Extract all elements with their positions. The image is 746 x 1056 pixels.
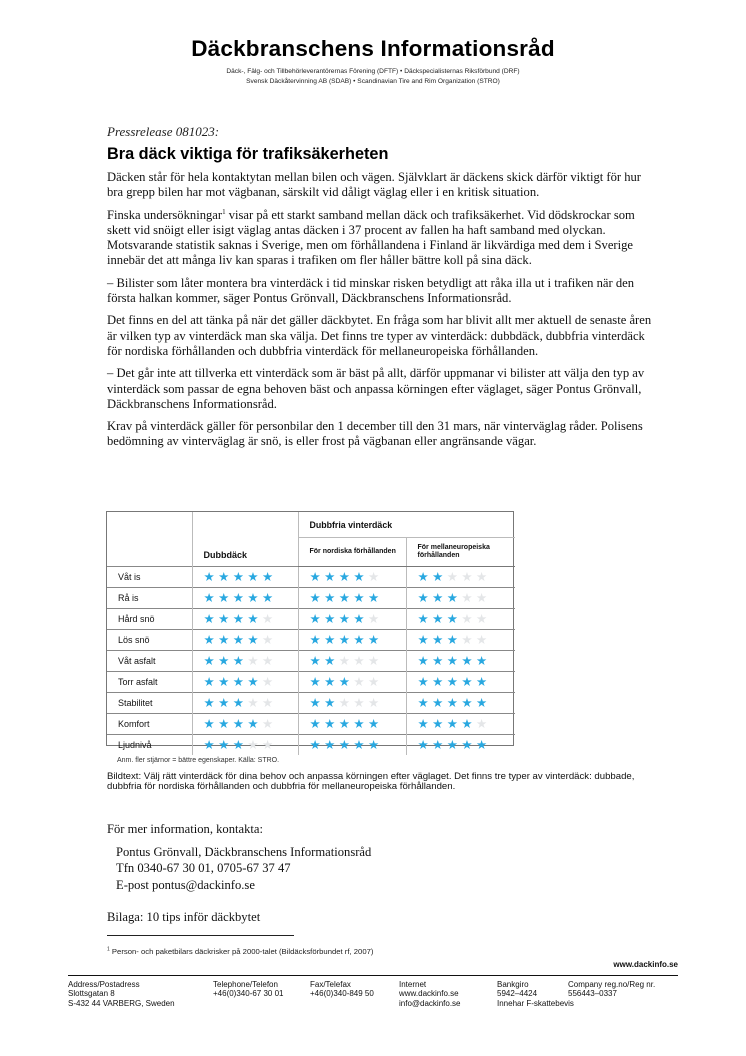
rating-cell	[406, 651, 515, 672]
star-filled-icon: ★	[475, 738, 491, 752]
star-filled-icon: ★	[461, 696, 476, 710]
star-filled-icon: ★	[232, 717, 248, 731]
contact-details	[116, 844, 371, 893]
star-filled-icon: ★	[218, 696, 233, 710]
star-filled-icon: ★	[432, 612, 447, 626]
star-filled-icon: ★	[324, 675, 339, 689]
star-filled-icon: ★	[218, 675, 233, 689]
star-rating	[204, 612, 277, 626]
star-filled-icon: ★	[367, 633, 383, 647]
rating-cell	[298, 693, 406, 714]
paragraph-1: Däcken står för hela kontaktytan mellan bilen och vägen. Självklart är däckens skick därför viktigt för hur bra grepp bilen har mot vägbanan, särskilt vid dåligt väglag eller i en kritisk situation.	[107, 170, 642, 200]
row-label: Ljudnivå	[107, 735, 192, 756]
press-release-label: Pressrelease 081023:	[107, 124, 220, 139]
star-rating	[310, 675, 383, 689]
star-filled-icon: ★	[338, 591, 354, 605]
star-filled-icon: ★	[461, 654, 476, 668]
star-filled-icon: ★	[367, 717, 383, 731]
rating-cell	[192, 735, 298, 756]
star-filled-icon: ★	[446, 591, 462, 605]
column-header-central-european: För mellaneuropeiska förhållanden	[406, 538, 515, 567]
star-filled-icon: ★	[353, 591, 368, 605]
star-filled-icon: ★	[232, 591, 248, 605]
star-empty-icon: ★	[367, 612, 383, 626]
star-empty-icon: ★	[353, 654, 368, 668]
footer-value: Slottsgatan 8	[68, 989, 115, 999]
rating-cell	[298, 588, 406, 609]
star-filled-icon: ★	[446, 717, 462, 731]
footer-label: Fax/Telefax	[310, 980, 351, 989]
star-filled-icon: ★	[218, 738, 233, 752]
star-filled-icon: ★	[432, 654, 447, 668]
star-filled-icon: ★	[309, 738, 325, 752]
star-filled-icon: ★	[218, 654, 233, 668]
star-filled-icon: ★	[309, 612, 325, 626]
star-empty-icon: ★	[261, 654, 277, 668]
star-filled-icon: ★	[338, 738, 354, 752]
rating-cell	[192, 567, 298, 588]
star-filled-icon: ★	[475, 675, 491, 689]
star-filled-icon: ★	[353, 633, 368, 647]
row-label: Våt asfalt	[107, 651, 192, 672]
star-empty-icon: ★	[367, 570, 383, 584]
rating-cell	[406, 609, 515, 630]
paragraph-6: Krav på vinterdäck gäller för personbilar den 1 december till den 31 mars, när vinterväglag råder. Polisens bedömning av vinterväglag är snö, is eller frost på vägbanan eller angränsande vägar.	[107, 419, 643, 449]
star-filled-icon: ★	[432, 570, 447, 584]
star-filled-icon: ★	[309, 633, 325, 647]
footnote-divider	[107, 935, 294, 936]
footer-value: 556443–0337	[568, 989, 617, 999]
rating-cell	[298, 714, 406, 735]
rating-cell	[298, 651, 406, 672]
paragraph-4: Det finns en del att tänka på när det gäller däckbytet. En fråga som har blivit allt mer aktuell de senaste åren är vilken typ av vinterdäck man ska välja. Det finns tre typer av vinterdäck: dubbdäck, dubbfria vinterdäck för nordiska förhållanden och dubbfria vinterdäck för mellaneuropeiska förhållanden.	[107, 313, 652, 358]
star-filled-icon: ★	[446, 675, 462, 689]
star-rating	[418, 738, 491, 752]
image-caption: Bildtext: Välj rätt vinterdäck för dina behov och anpassa körningen efter väglaget. Det finns tre typer av vinterdäck: dubbade, dubbfria för nordiska förhållanden och dubbfria för mellaneuropeiska förhållanden.	[107, 771, 635, 793]
rating-cell	[406, 672, 515, 693]
star-filled-icon: ★	[203, 612, 219, 626]
star-filled-icon: ★	[446, 738, 462, 752]
paragraph-2	[107, 208, 659, 269]
star-rating	[418, 612, 491, 626]
star-filled-icon: ★	[203, 717, 219, 731]
star-empty-icon: ★	[461, 570, 476, 584]
table-row	[107, 693, 515, 714]
star-filled-icon: ★	[203, 696, 219, 710]
star-filled-icon: ★	[417, 654, 433, 668]
star-filled-icon: ★	[338, 717, 354, 731]
table-row	[107, 567, 515, 588]
star-filled-icon: ★	[309, 570, 325, 584]
footer-label: Address/Postadress	[68, 980, 140, 989]
star-filled-icon: ★	[309, 654, 325, 668]
row-label: Hård snö	[107, 609, 192, 630]
star-filled-icon: ★	[232, 570, 248, 584]
table-note: Anm. fler stjärnor = bättre egenskaper. Källa: STRO.	[117, 757, 280, 764]
star-filled-icon: ★	[203, 570, 219, 584]
row-label: Komfort	[107, 714, 192, 735]
star-filled-icon: ★	[367, 591, 383, 605]
star-rating	[310, 738, 383, 752]
star-rating	[418, 675, 491, 689]
star-filled-icon: ★	[461, 717, 476, 731]
row-label: Våt is	[107, 567, 192, 588]
star-filled-icon: ★	[367, 738, 383, 752]
footer-value: +46(0)340-849 50	[310, 989, 374, 999]
star-filled-icon: ★	[247, 717, 262, 731]
article-headline: Bra däck viktiga för trafiksäkerheten	[107, 145, 389, 163]
footer-value: +46(0)340-67 30 01	[213, 989, 284, 999]
star-empty-icon: ★	[338, 654, 354, 668]
star-filled-icon: ★	[247, 612, 262, 626]
star-empty-icon: ★	[475, 612, 491, 626]
star-rating	[204, 591, 277, 605]
table-row	[107, 630, 515, 651]
star-filled-icon: ★	[218, 633, 233, 647]
star-empty-icon: ★	[261, 612, 277, 626]
rating-cell	[192, 714, 298, 735]
star-filled-icon: ★	[247, 570, 262, 584]
table-row	[107, 672, 515, 693]
star-rating	[310, 612, 383, 626]
footer-value: S-432 44 VARBERG, Sweden	[68, 998, 175, 1008]
star-filled-icon: ★	[232, 696, 248, 710]
table-row	[107, 651, 515, 672]
star-rating	[204, 633, 277, 647]
contact-name: Pontus Grönvall, Däckbranschens Informationsråd	[116, 845, 372, 859]
star-filled-icon: ★	[324, 591, 339, 605]
rating-cell	[406, 567, 515, 588]
table-row	[107, 735, 515, 756]
star-empty-icon: ★	[353, 675, 368, 689]
column-group-header-studless: Dubbfria vinterdäck	[298, 512, 515, 538]
footer-address	[68, 980, 175, 1008]
rating-cell	[298, 630, 406, 651]
rating-cell	[406, 588, 515, 609]
footnote-ref: 1	[222, 207, 226, 216]
star-filled-icon: ★	[432, 591, 447, 605]
star-empty-icon: ★	[367, 654, 383, 668]
star-filled-icon: ★	[309, 591, 325, 605]
column-header-nordic: För nordiska förhållanden	[298, 538, 406, 567]
rating-cell	[406, 714, 515, 735]
star-empty-icon: ★	[353, 696, 368, 710]
rating-cell	[192, 630, 298, 651]
star-filled-icon: ★	[338, 570, 354, 584]
rating-cell	[298, 609, 406, 630]
rating-cell	[298, 567, 406, 588]
star-filled-icon: ★	[232, 612, 248, 626]
footer-internet	[399, 980, 461, 1008]
column-header-studded: Dubbdäck	[192, 512, 298, 567]
star-filled-icon: ★	[338, 633, 354, 647]
star-rating	[204, 696, 277, 710]
star-empty-icon: ★	[261, 696, 277, 710]
star-filled-icon: ★	[475, 696, 491, 710]
row-label: Rå is	[107, 588, 192, 609]
star-filled-icon: ★	[218, 591, 233, 605]
star-empty-icon: ★	[338, 696, 354, 710]
contact-phone: Tfn 0340-67 30 01, 0705-67 37 47	[116, 861, 291, 876]
rating-cell	[406, 630, 515, 651]
star-filled-icon: ★	[417, 717, 433, 731]
star-empty-icon: ★	[475, 591, 491, 605]
star-filled-icon: ★	[261, 591, 277, 605]
star-filled-icon: ★	[417, 633, 433, 647]
star-filled-icon: ★	[324, 717, 339, 731]
footer-email-link[interactable]: info@dackinfo.se	[399, 998, 461, 1008]
rating-cell	[192, 651, 298, 672]
star-filled-icon: ★	[309, 696, 325, 710]
star-filled-icon: ★	[218, 717, 233, 731]
star-filled-icon: ★	[353, 738, 368, 752]
star-filled-icon: ★	[446, 696, 462, 710]
star-filled-icon: ★	[432, 696, 447, 710]
table-row	[107, 588, 515, 609]
star-rating	[418, 591, 491, 605]
star-filled-icon: ★	[446, 612, 462, 626]
star-empty-icon: ★	[461, 633, 476, 647]
star-filled-icon: ★	[446, 633, 462, 647]
star-empty-icon: ★	[261, 633, 277, 647]
footnote	[107, 947, 373, 956]
star-filled-icon: ★	[247, 675, 262, 689]
star-rating	[310, 696, 383, 710]
star-filled-icon: ★	[232, 633, 248, 647]
star-filled-icon: ★	[218, 570, 233, 584]
attachment-note: Bilaga: 10 tips inför däckbytet	[107, 910, 261, 924]
rating-cell	[406, 735, 515, 756]
footnote-marker: 1	[107, 946, 110, 953]
footer-label: Telephone/Telefon	[213, 980, 278, 989]
star-filled-icon: ★	[338, 612, 354, 626]
star-rating	[310, 591, 383, 605]
star-filled-icon: ★	[324, 633, 339, 647]
star-filled-icon: ★	[203, 591, 219, 605]
footer-bankgiro	[497, 980, 574, 1008]
star-filled-icon: ★	[324, 738, 339, 752]
rating-cell	[298, 735, 406, 756]
star-rating	[310, 570, 383, 584]
star-empty-icon: ★	[446, 570, 462, 584]
star-filled-icon: ★	[261, 570, 277, 584]
footer-website-link[interactable]: www.dackinfo.se	[399, 989, 459, 999]
organization-members-line-1: Däck-, Fälg- och Tillbehörleverantörernas Förening (DFTF) • Däckspecialisternas Riksförbund (DRF)	[226, 68, 520, 75]
star-filled-icon: ★	[417, 612, 433, 626]
footer-divider	[68, 975, 678, 976]
star-filled-icon: ★	[446, 654, 462, 668]
star-empty-icon: ★	[247, 738, 262, 752]
star-filled-icon: ★	[353, 612, 368, 626]
organization-members-line-2: Svensk Däckåtervinning AB (SDAB) • Scandinavian Tire and Rim Organization (STRO)	[246, 78, 500, 85]
star-filled-icon: ★	[232, 654, 248, 668]
star-filled-icon: ★	[324, 696, 339, 710]
footer-label: Internet	[399, 980, 427, 989]
rating-cell	[192, 693, 298, 714]
organization-title: Däckbranschens Informationsråd	[191, 36, 555, 61]
star-filled-icon: ★	[432, 675, 447, 689]
footnote-text: Person- och paketbilars däckrisker på 2000-talet (Bildäcksförbundet rf, 2007)	[109, 947, 374, 956]
star-empty-icon: ★	[461, 591, 476, 605]
star-filled-icon: ★	[324, 570, 339, 584]
star-filled-icon: ★	[203, 738, 219, 752]
footer-value: Innehar F-skattebevis	[497, 998, 574, 1008]
star-filled-icon: ★	[417, 696, 433, 710]
star-rating	[418, 654, 491, 668]
star-rating	[310, 717, 383, 731]
footer-company-reg	[568, 980, 655, 999]
table-row	[107, 609, 515, 630]
star-filled-icon: ★	[475, 654, 491, 668]
star-filled-icon: ★	[353, 717, 368, 731]
star-empty-icon: ★	[475, 570, 491, 584]
star-filled-icon: ★	[247, 633, 262, 647]
star-empty-icon: ★	[261, 675, 277, 689]
star-rating	[418, 633, 491, 647]
rating-cell	[192, 609, 298, 630]
star-empty-icon: ★	[367, 696, 383, 710]
footer-label: Bankgiro	[497, 980, 529, 989]
rating-cell	[298, 672, 406, 693]
contact-email[interactable]: E-post pontus@dackinfo.se	[116, 877, 255, 892]
star-empty-icon: ★	[261, 738, 277, 752]
star-empty-icon: ★	[475, 633, 491, 647]
star-filled-icon: ★	[417, 738, 433, 752]
star-filled-icon: ★	[353, 570, 368, 584]
star-empty-icon: ★	[247, 654, 262, 668]
star-rating	[204, 654, 277, 668]
website-link[interactable]: www.dackinfo.se	[613, 960, 678, 969]
row-label: Lös snö	[107, 630, 192, 651]
rating-cell	[406, 693, 515, 714]
paragraph-2-text: Finska undersökningar	[107, 207, 223, 222]
contact-lead: För mer information, kontakta:	[107, 822, 263, 836]
star-filled-icon: ★	[203, 675, 219, 689]
star-filled-icon: ★	[432, 633, 447, 647]
star-filled-icon: ★	[324, 654, 339, 668]
rating-cell	[192, 588, 298, 609]
rating-cell	[192, 672, 298, 693]
row-label: Stabilitet	[107, 693, 192, 714]
star-filled-icon: ★	[203, 654, 219, 668]
article-body	[107, 124, 659, 457]
star-empty-icon: ★	[247, 696, 262, 710]
star-filled-icon: ★	[309, 717, 325, 731]
tire-ratings-table	[106, 511, 514, 752]
footer-telephone	[213, 980, 284, 999]
star-filled-icon: ★	[218, 612, 233, 626]
row-label: Torr asfalt	[107, 672, 192, 693]
star-rating	[204, 738, 277, 752]
star-filled-icon: ★	[338, 675, 354, 689]
star-rating	[310, 633, 383, 647]
star-filled-icon: ★	[247, 591, 262, 605]
star-empty-icon: ★	[367, 675, 383, 689]
footer-value: 5942–4424	[497, 989, 538, 999]
star-filled-icon: ★	[324, 612, 339, 626]
star-rating	[418, 570, 491, 584]
star-rating	[418, 696, 491, 710]
footer-label: Company reg.no/Reg nr.	[568, 980, 656, 989]
paragraph-5-quote: – Det går inte att tillverka ett vinterdäck som är bäst på allt, därför uppmanar vi bilister att välja den typ av vinterdäck som passar de egna behoven bäst och anpassa körningen efter väglaget, säger Pontus Grönvall, Däckbranschens Informationsråd.	[107, 366, 645, 411]
star-filled-icon: ★	[203, 633, 219, 647]
star-filled-icon: ★	[232, 675, 248, 689]
table-corner-cell	[107, 512, 192, 567]
star-filled-icon: ★	[417, 591, 433, 605]
star-rating	[204, 675, 277, 689]
star-filled-icon: ★	[432, 738, 447, 752]
paragraph-3-quote: – Bilister som låter montera bra vinterdäck i tid minskar risken betydligt att råka illa ut i trafiken när den första halkan kommer, säger Pontus Grönvall, Däckbranschens Informationsråd.	[107, 275, 635, 306]
star-filled-icon: ★	[417, 675, 433, 689]
star-filled-icon: ★	[461, 675, 476, 689]
star-rating	[204, 570, 277, 584]
star-rating	[310, 654, 383, 668]
star-filled-icon: ★	[432, 717, 447, 731]
star-empty-icon: ★	[461, 612, 476, 626]
star-empty-icon: ★	[475, 717, 491, 731]
footer-fax	[310, 980, 374, 999]
table-row	[107, 714, 515, 735]
star-rating	[418, 717, 491, 731]
star-filled-icon: ★	[309, 675, 325, 689]
star-filled-icon: ★	[461, 738, 476, 752]
paragraph-2-text-cont: visar på ett starkt samband mellan däck och trafiksäkerhet. Vid dödskrockar som skett vid snöigt eller isigt väglag antas däcken i 37 procent av fallen ha haft samband med olyckan. Motsvarande statistik saknas i Sverige, men om förhållandena i Finland är likvärdiga med dem i Sverige innebär det att många liv kan sparas i trafiken om fler håller bättre koll på sina däck.	[107, 207, 635, 268]
star-filled-icon: ★	[232, 738, 248, 752]
star-empty-icon: ★	[261, 717, 277, 731]
star-rating	[204, 717, 277, 731]
star-filled-icon: ★	[417, 570, 433, 584]
